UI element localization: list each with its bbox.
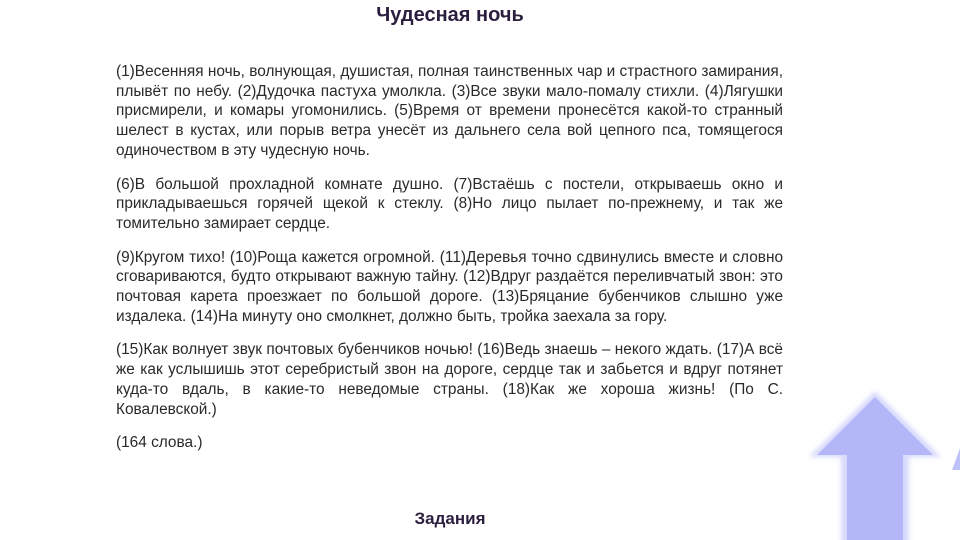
paragraph-3: (9)Кругом тихо! (10)Роща кажется огромной. (11)Деревья точно сдвинулись вместе и словно сговариваются, будто открывают важную тайну. (12)Вдруг раздаётся переливчатый звон: это почтовая карета проезжает по большой дороге. (13)Бряцание бубенчиков слышно уже издалека. (14)На минуту оно смолкнет, должно быть, тройка заехала за гору. [116,248,783,325]
document-body [116,62,783,467]
paragraph-4: (15)Как волнует звук почтовых бубенчиков ночью! (16)Ведь знаешь – некого ждать. (17)А всё же как услышишь этот серебристый звон на дороге, сердце так и забьется и вдруг потянет куда-то вдаль, в какие-то неведомые страны. (18)Как же хороша жизнь! (По С. Ковалевской.) [116,341,783,418]
paragraph-2: (6)В большой прохладной комнате душно. (7)Встаёшь с постели, открываешь окно и прикладываешься горячей щекой к стеклу. (8)Но лицо пылает по-прежнему, и так же томительно замирает сердце. [116,175,783,232]
paragraph-1: (1)Весенняя ночь, волнующая, душистая, полная таинственных чар и страстного замирания, плывёт по небу. (2)Дудочка пастуха умолкла. (3)Все звуки мало-помалу стихли. (4)Лягушки присмирели, и комары угомонились. (5)Время от времени пронесётся какой-то странный шелест в кустах, или порыв ветра унесёт из дальнего села вой цепного пса, томящегося одиночеством в эту чудесную ночь. [116,63,783,159]
arrow-up-icon[interactable] [805,385,945,540]
tasks-heading: Задания [414,509,486,528]
document-title: Чудесная ночь [376,4,524,26]
word-count: (164 слова.) [116,434,203,452]
arrow-down-icon[interactable] [944,410,960,540]
